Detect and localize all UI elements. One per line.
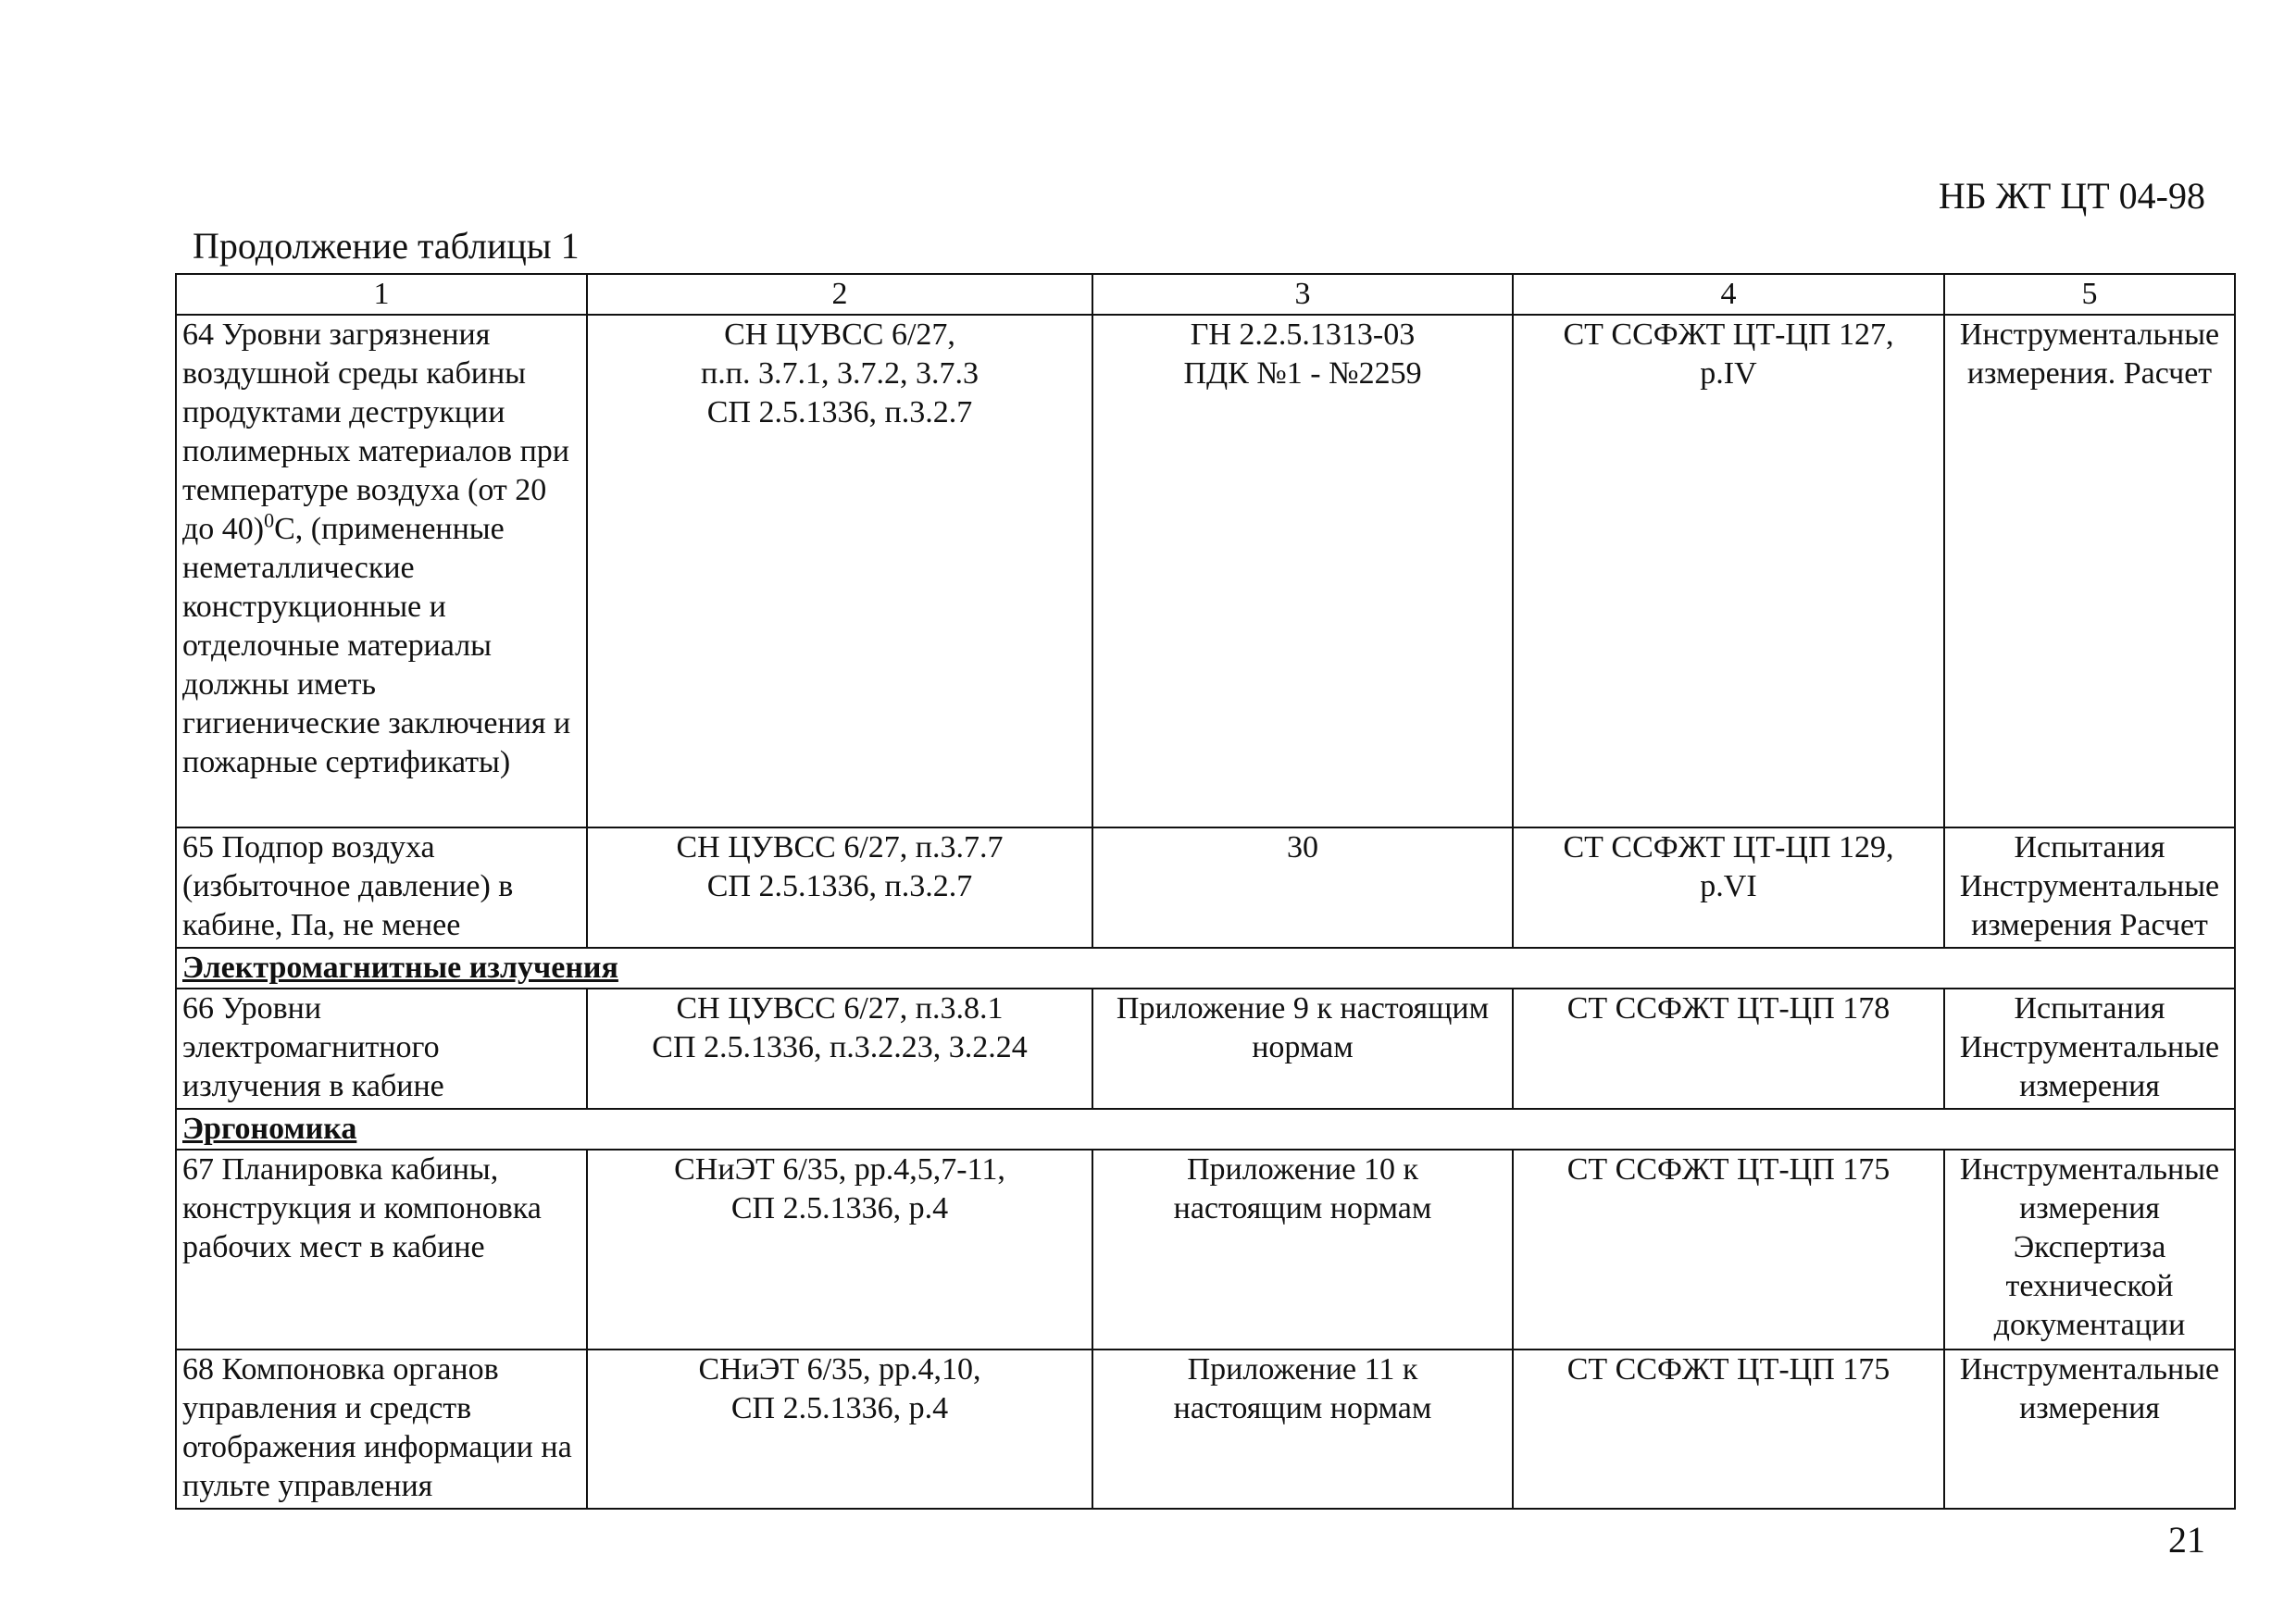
- column-number-row: [176, 274, 2235, 315]
- verification-method: Инструментальные измерения. Расчет: [1944, 315, 2235, 827]
- requirement-name: 66 Уровни электромагнитного излучения в кабине: [176, 989, 587, 1109]
- norm-value: Приложение 9 к настоящим нормам: [1092, 989, 1513, 1109]
- verification-method: Инструментальные измерения: [1944, 1350, 2235, 1509]
- test-method-standard: СТ ССФЖТ ЦТ-ЦП 127, р.IV: [1513, 315, 1944, 827]
- table-row-67: [176, 1150, 2235, 1350]
- requirement-name: 68 Компоновка органов управления и средств отображения информации на пульте управления: [176, 1350, 587, 1509]
- section-row-ergonomics: [176, 1109, 2235, 1150]
- column-number-2: 2: [587, 274, 1092, 315]
- section-heading: Электромагнитные излучения: [176, 948, 2235, 989]
- table-caption: Продолжение таблицы 1: [193, 225, 580, 267]
- column-number-5: 5: [1944, 274, 2235, 315]
- table-row-66: [176, 989, 2235, 1109]
- section-heading: Эргономика: [176, 1109, 2235, 1150]
- verification-method: Испытания Инструментальные измерения Расчет: [1944, 827, 2235, 948]
- norm-value: Приложение 11 к настоящим нормам: [1092, 1350, 1513, 1509]
- norm-value: Приложение 10 к настоящим нормам: [1092, 1150, 1513, 1350]
- sanitary-norm-reference: СН ЦУВСС 6/27, п.п. 3.7.1, 3.7.2, 3.7.3 СП 2.5.1336, п.3.2.7: [587, 315, 1092, 827]
- requirement-name: 65 Подпор воздуха (избыточное давление) в кабине, Па, не менее: [176, 827, 587, 948]
- test-method-standard: СТ ССФЖТ ЦТ-ЦП 175: [1513, 1150, 1944, 1350]
- norm-value: 30: [1092, 827, 1513, 948]
- document-code: НБ ЖТ ЦТ 04-98: [1938, 175, 2205, 217]
- test-method-standard: СТ ССФЖТ ЦТ-ЦП 178: [1513, 989, 1944, 1109]
- requirement-name-text: 64 Уровни загрязнения воздушной среды кабины продуктами деструкции полимерных материалов при температуре воздуха (от 20 до 40): [182, 317, 569, 546]
- requirements-table: [175, 273, 2236, 1510]
- requirement-name-tail: С, (примененные неметаллические конструкционные и отделочные материалы должны иметь гигиенические заключения и пожарные сертификаты): [182, 512, 571, 779]
- sanitary-norm-reference: СНиЭТ 6/35, рр.4,10, СП 2.5.1336, р.4: [587, 1350, 1092, 1509]
- requirement-name: [176, 315, 587, 827]
- page-number: 21: [2168, 1519, 2205, 1561]
- norm-value: ГН 2.2.5.1313-03 ПДК №1 - №2259: [1092, 315, 1513, 827]
- test-method-standard: СТ ССФЖТ ЦТ-ЦП 129, р.VI: [1513, 827, 1944, 948]
- table-row-64: [176, 315, 2235, 827]
- column-number-1: 1: [176, 274, 587, 315]
- table-row-65: [176, 827, 2235, 948]
- verification-method: Испытания Инструментальные измерения: [1944, 989, 2235, 1109]
- requirement-name: 67 Планировка кабины, конструкция и компоновка рабочих мест в кабине: [176, 1150, 587, 1350]
- column-number-4: 4: [1513, 274, 1944, 315]
- table-row-68: [176, 1350, 2235, 1509]
- verification-method: Инструментальные измерения Экспертиза технической документации: [1944, 1150, 2235, 1350]
- section-row-electromagnetic: [176, 948, 2235, 989]
- sanitary-norm-reference: СНиЭТ 6/35, рр.4,5,7-11, СП 2.5.1336, р.4: [587, 1150, 1092, 1350]
- sanitary-norm-reference: СН ЦУВСС 6/27, п.3.7.7 СП 2.5.1336, п.3.2.7: [587, 827, 1092, 948]
- sanitary-norm-reference: СН ЦУВСС 6/27, п.3.8.1 СП 2.5.1336, п.3.2.23, 3.2.24: [587, 989, 1092, 1109]
- test-method-standard: СТ ССФЖТ ЦТ-ЦП 175: [1513, 1350, 1944, 1509]
- degree-superscript: 0: [264, 508, 275, 532]
- column-number-3: 3: [1092, 274, 1513, 315]
